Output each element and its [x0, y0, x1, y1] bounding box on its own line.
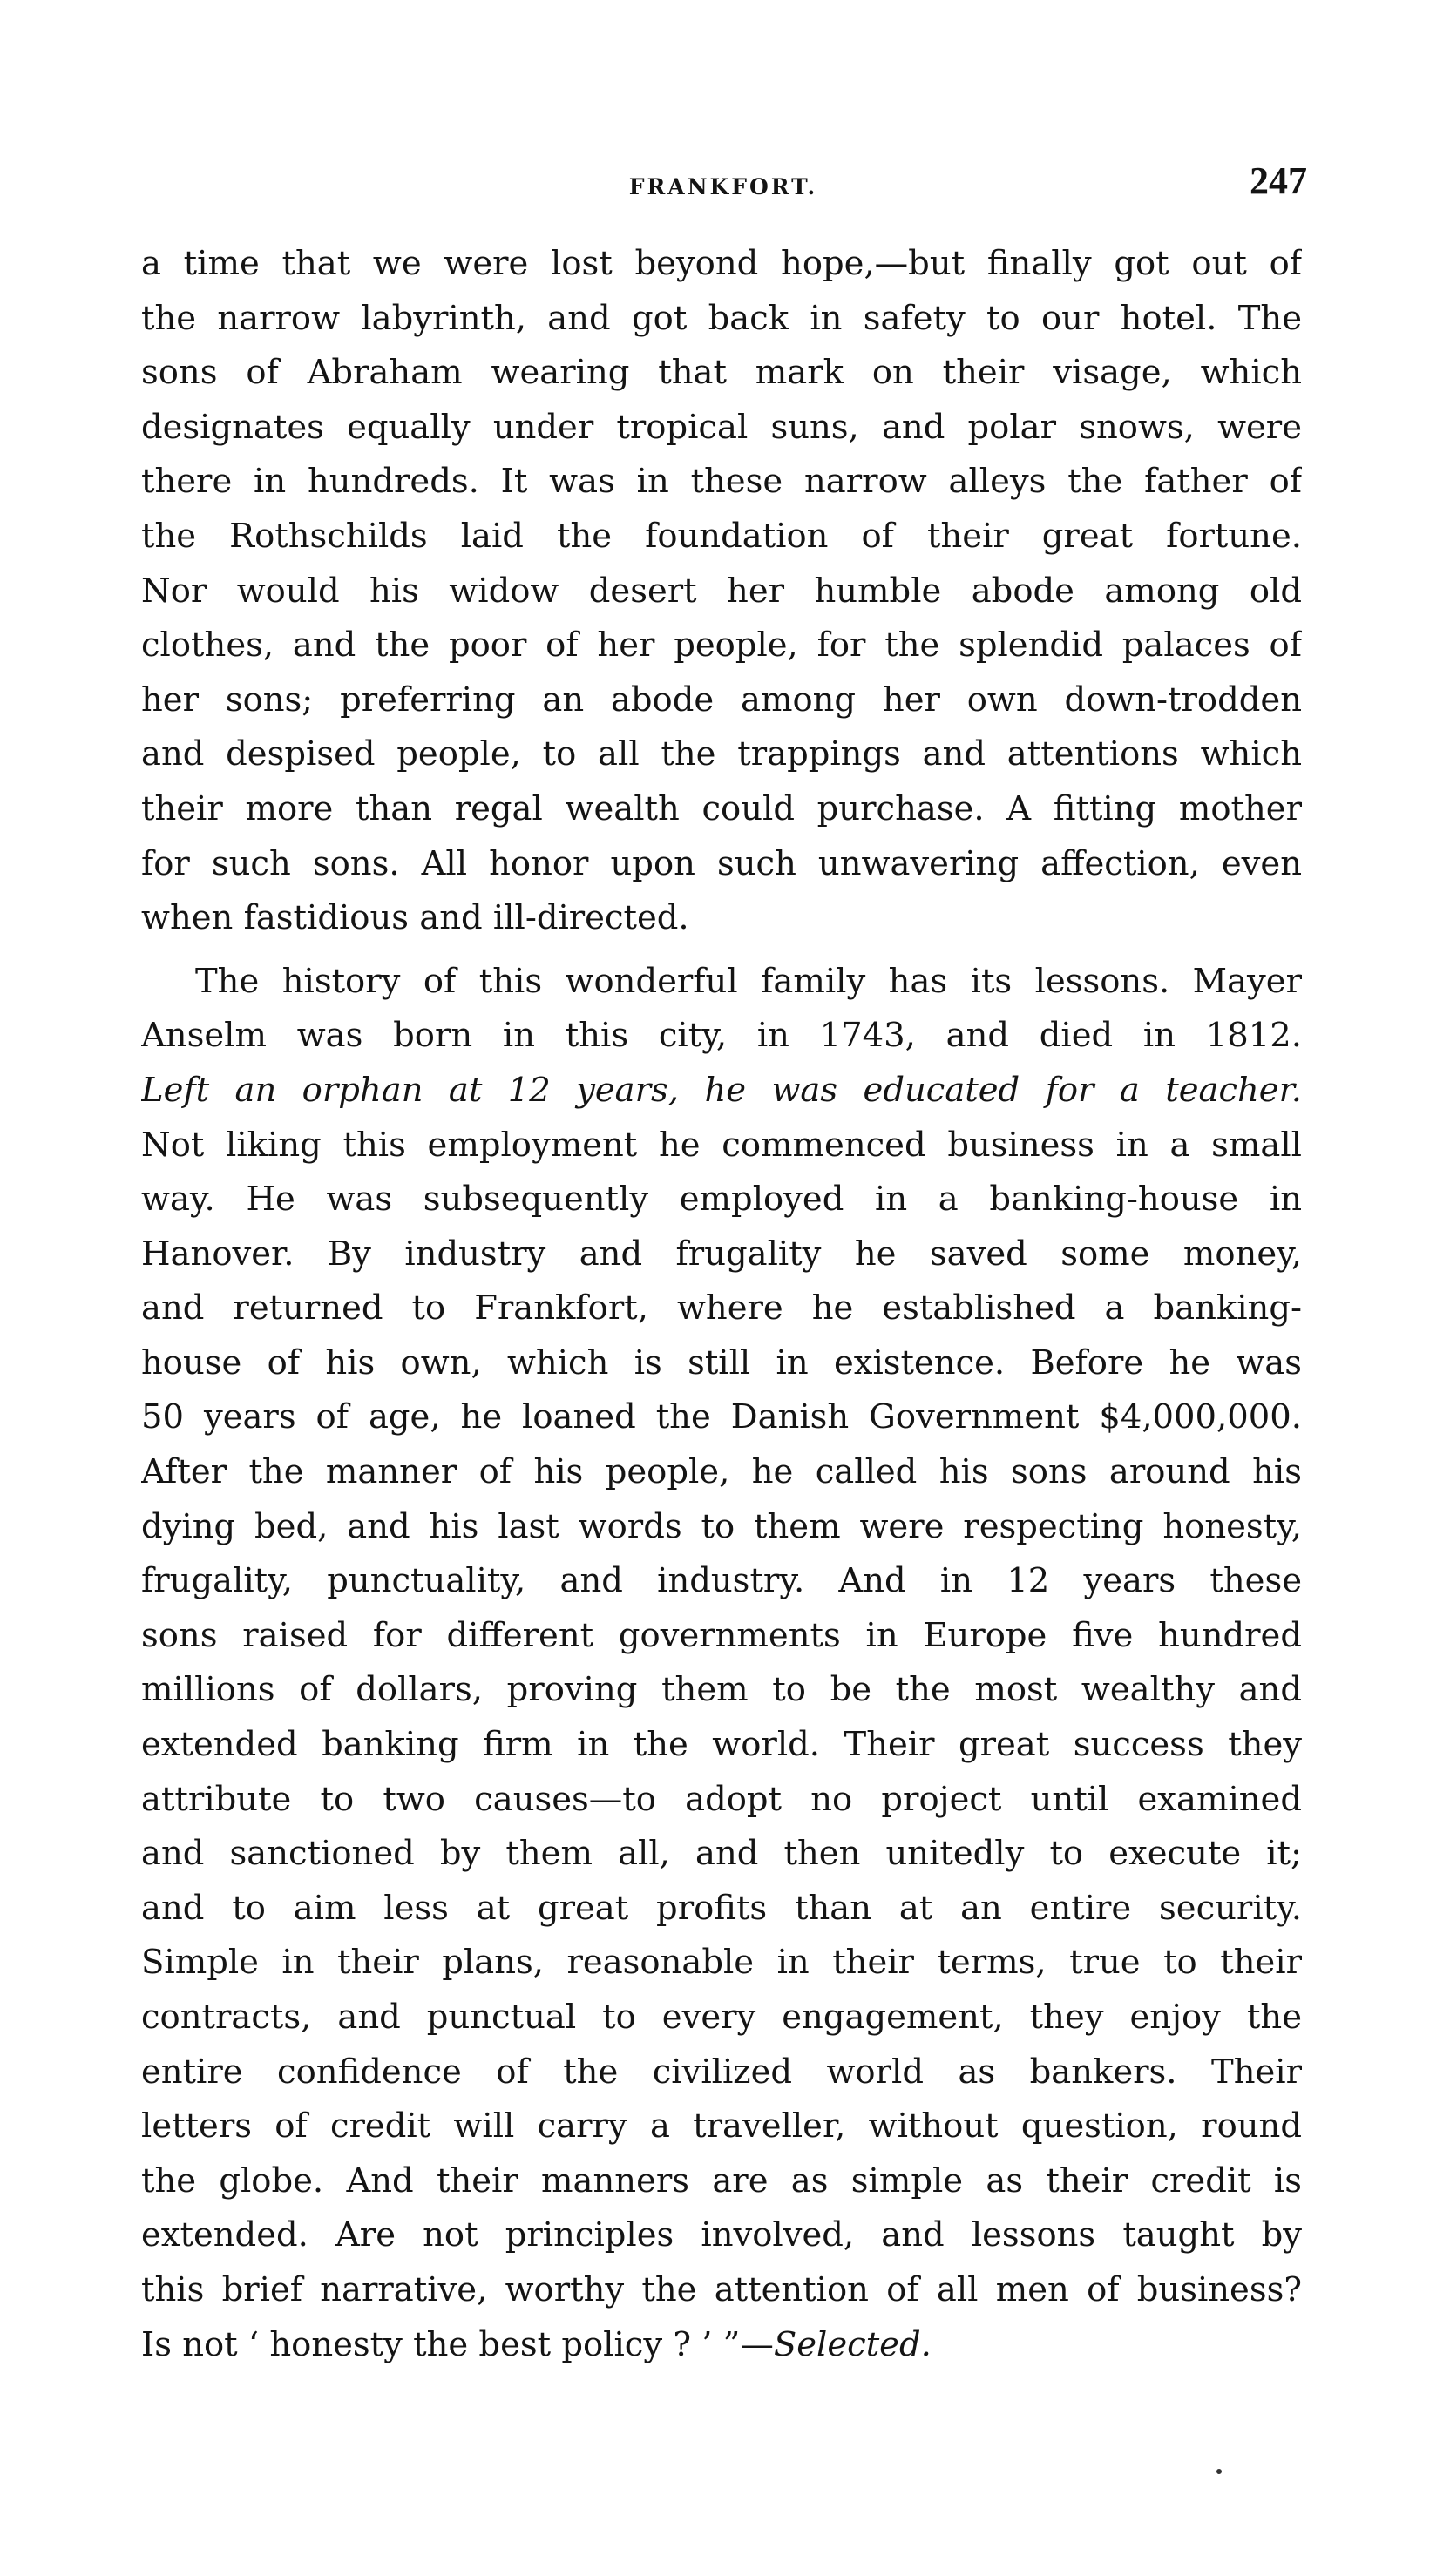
text-line: her sons; preferring an abode among her own down-trodden [141, 679, 1302, 720]
text-line: Anselm was born in this city, in 1743, and died in 1812. [141, 1016, 1302, 1056]
signature: Selected. [773, 2324, 932, 2364]
text-line: contracts, and punctual to every engagement, they enjoy the [141, 1998, 1302, 2037]
text-line: their more than regal wealth could purchase. A fitting mother [141, 788, 1302, 828]
text-line: dying bed, and his last words to them were respecting honesty, [141, 1506, 1302, 1546]
text-line: 50 years of age, he loaned the Danish Government $4,000,000. [141, 1397, 1302, 1437]
italic-text-line: Left an orphan at 12 years, he was educated for a teacher. [141, 1070, 1302, 1110]
text-line: extended. Are not principles involved, and lessons taught by [141, 2215, 1302, 2255]
final-text-line [141, 2318, 1302, 2373]
page-number: 247 [1250, 159, 1307, 202]
ink-speck [1216, 2469, 1222, 2474]
text-line: and to aim less at great profits than at an entire security. [141, 1888, 1302, 1928]
text-line: millions of dollars, proving them to be the most wealthy and [141, 1670, 1302, 1710]
text-line: letters of credit will carry a traveller, without question, round [141, 2106, 1302, 2147]
text-line: and returned to Frankfort, where he established a banking- [141, 1288, 1302, 1329]
text-line: and despised people, to all the trappings and attentions which [141, 734, 1302, 774]
paragraph-1 [141, 237, 1302, 946]
text-line: sons raised for different governments in Europe five hundred [141, 1615, 1302, 1655]
text-line: a time that we were lost beyond hope,—but finally got out of [141, 244, 1302, 283]
text-line: designates equally under tropical suns, and polar snows, were [141, 407, 1302, 447]
text-line: this brief narrative, worthy the attention of all men of business? [141, 2269, 1302, 2309]
text-line: clothes, and the poor of her people, for the splendid palaces of [141, 625, 1302, 666]
text-line: Nor would his widow desert her humble abode among old [141, 571, 1302, 611]
page-header [139, 159, 1307, 211]
text-body [141, 237, 1302, 2372]
text-line: house of his own, which is still in existence. Before he was [141, 1342, 1302, 1383]
text-line: when fastidious and ill-directed. [141, 898, 689, 938]
text-line: After the manner of his people, he called his sons around his [141, 1452, 1302, 1492]
text-line: there in hundreds. It was in these narrow alleys the father of [141, 462, 1302, 502]
text-line: for such sons. All honor upon such unwavering affection, even [141, 843, 1302, 883]
text-line: frugality, punctuality, and industry. And in 12 years these [141, 1561, 1302, 1601]
text-line: Not liking this employment he commenced business in a small [141, 1125, 1302, 1165]
text-line: sons of Abraham wearing that mark on their visage, which [141, 353, 1302, 393]
text-line: Simple in their plans, reasonable in their terms, true to their [141, 1943, 1302, 1983]
text-line: way. He was subsequently employed in a banking-house in [141, 1180, 1302, 1220]
text-line: and sanctioned by them all, and then unitedly to execute it; [141, 1834, 1302, 1874]
text-line: entire confidence of the civilized world as bankers. Their [141, 2052, 1302, 2092]
text-line: the globe. And their manners are as simple as their credit is [141, 2160, 1302, 2201]
paragraph-gap [141, 946, 1302, 955]
paragraph-2 [141, 955, 1302, 2372]
final-line-text: Is not ‘ honesty the best policy ? ’ ”— [141, 2324, 774, 2364]
text-line: attribute to two causes—to adopt no project until examined [141, 1779, 1302, 1819]
text-line: extended banking firm in the world. Their great success they [141, 1725, 1302, 1765]
text-line: the Rothschilds laid the foundation of their great fortune. [141, 516, 1302, 556]
text-line: the narrow labyrinth, and got back in safety to our hotel. The [141, 298, 1302, 338]
running-head: FRANKFORT. [628, 174, 818, 199]
text-line: Hanover. By industry and frugality he saved some money, [141, 1234, 1302, 1274]
text-line: The history of this wonderful family has its lessons. Mayer [195, 961, 1302, 1001]
